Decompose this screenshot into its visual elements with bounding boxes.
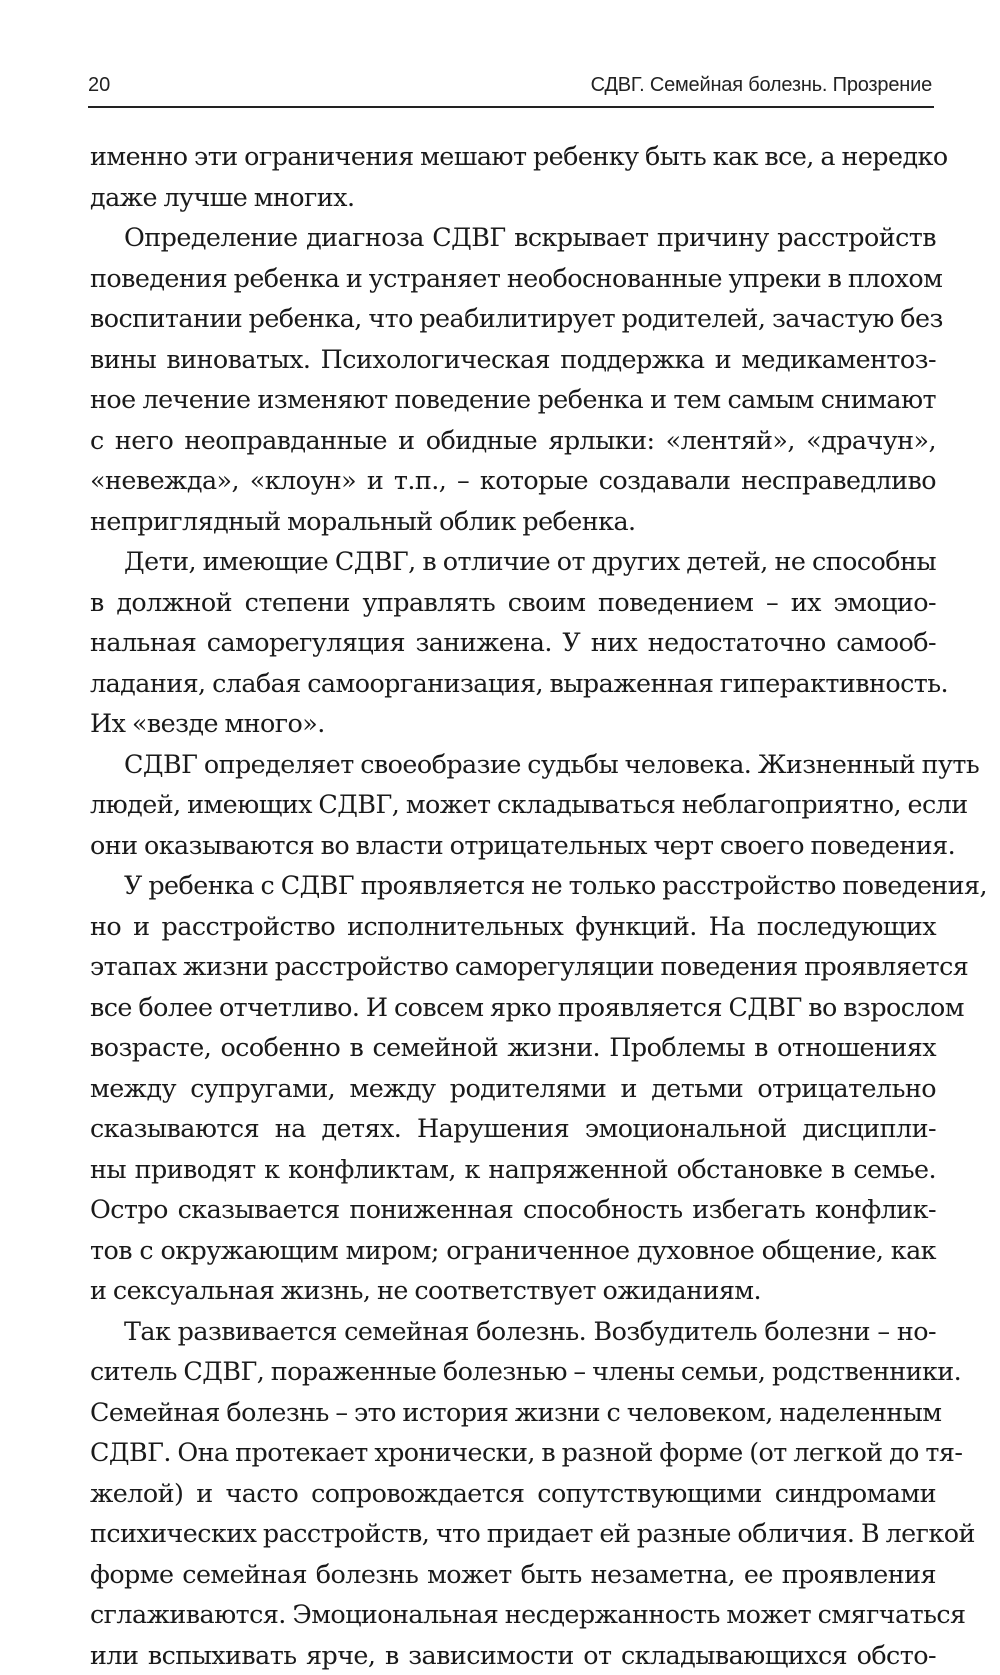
text-line: поведения ребенка и устраняет необоснованные упреки в плохом: [90, 258, 936, 299]
text-line: ное лечение изменяют поведение ребенка и тем самым снимают: [90, 379, 936, 420]
text-line: Дети, имеющие СДВГ, в отличие от других детей, не способны: [90, 541, 936, 582]
text-line: неприглядный моральный облик ребенка.: [90, 501, 936, 542]
text-line: воспитании ребенка, что реабилитирует родителей, зачастую без: [90, 298, 936, 339]
text-line: людей, имеющих СДВГ, может складываться неблагоприятно, если: [90, 784, 936, 825]
text-line: психических расстройств, что придает ей разные обличия. В легкой: [90, 1513, 936, 1554]
text-line: между супругами, между родителями и детьми отрицательно: [90, 1068, 936, 1109]
text-line: возрасте, особенно в семейной жизни. Проблемы в отношениях: [90, 1027, 936, 1068]
text-line: СДВГ определяет своеобразие судьбы человека. Жизненный путь: [90, 744, 936, 785]
text-line: и сексуальная жизнь, не соответствует ожиданиям.: [90, 1270, 936, 1311]
text-line: все более отчетливо. И совсем ярко проявляется СДВГ во взрослом: [90, 987, 936, 1028]
text-line: «невежда», «клоун» и т.п., – которые создавали несправедливо: [90, 460, 936, 501]
text-line: или вспыхивать ярче, в зависимости от складывающихся обсто-: [90, 1635, 936, 1675]
page-header: [88, 72, 932, 104]
text-line: ладания, слабая самоорганизация, выраженная гиперактивность.: [90, 663, 936, 704]
text-line: СДВГ. Она протекает хронически, в разной форме (от легкой до тя-: [90, 1432, 936, 1473]
text-line: нальная саморегуляция занижена. У них недостаточно самооб-: [90, 622, 936, 663]
text-line: ситель СДВГ, пораженные болезнью – члены семьи, родственники.: [90, 1351, 936, 1392]
text-line: Семейная болезнь – это история жизни с человеком, наделенным: [90, 1392, 936, 1433]
page-number: 20: [88, 74, 110, 97]
text-line: сказываются на детях. Нарушения эмоциональной дисципли-: [90, 1108, 936, 1149]
text-line: они оказываются во власти отрицательных черт своего поведения.: [90, 825, 936, 866]
text-line: тов с окружающим миром; ограниченное духовное общение, как: [90, 1230, 936, 1271]
text-line: этапах жизни расстройство саморегуляции поведения проявляется: [90, 946, 936, 987]
text-line: вины виноватых. Психологическая поддержка и медикаментоз-: [90, 339, 936, 380]
text-line: желой) и часто сопровождается сопутствующими синдромами: [90, 1473, 936, 1514]
header-rule: [88, 106, 934, 108]
text-line: даже лучше многих.: [90, 177, 936, 218]
running-title: СДВГ. Семейная болезнь. Прозрение: [591, 74, 932, 97]
text-line: Так развивается семейная болезнь. Возбудитель болезни – но-: [90, 1311, 936, 1352]
text-line: с него неоправданные и обидные ярлыки: «лентяй», «драчун»,: [90, 420, 936, 461]
text-line: сглаживаются. Эмоциональная несдержанность может смягчаться: [90, 1594, 936, 1635]
text-line: Их «везде много».: [90, 703, 936, 744]
text-line: У ребенка с СДВГ проявляется не только расстройство поведения,: [90, 865, 936, 906]
text-line: именно эти ограничения мешают ребенку быть как все, а нередко: [90, 136, 936, 177]
text-line: в должной степени управлять своим поведением – их эмоцио-: [90, 582, 936, 623]
text-line: Остро сказывается пониженная способность избегать конфлик-: [90, 1189, 936, 1230]
text-line: ны приводят к конфликтам, к напряженной обстановке в семье.: [90, 1149, 936, 1190]
text-line: Определение диагноза СДВГ вскрывает причину расстройств: [90, 217, 936, 258]
text-line: форме семейная болезнь может быть незаметна, ее проявления: [90, 1554, 936, 1595]
body-text: [90, 136, 936, 1675]
text-line: но и расстройство исполнительных функций. На последующих: [90, 906, 936, 947]
